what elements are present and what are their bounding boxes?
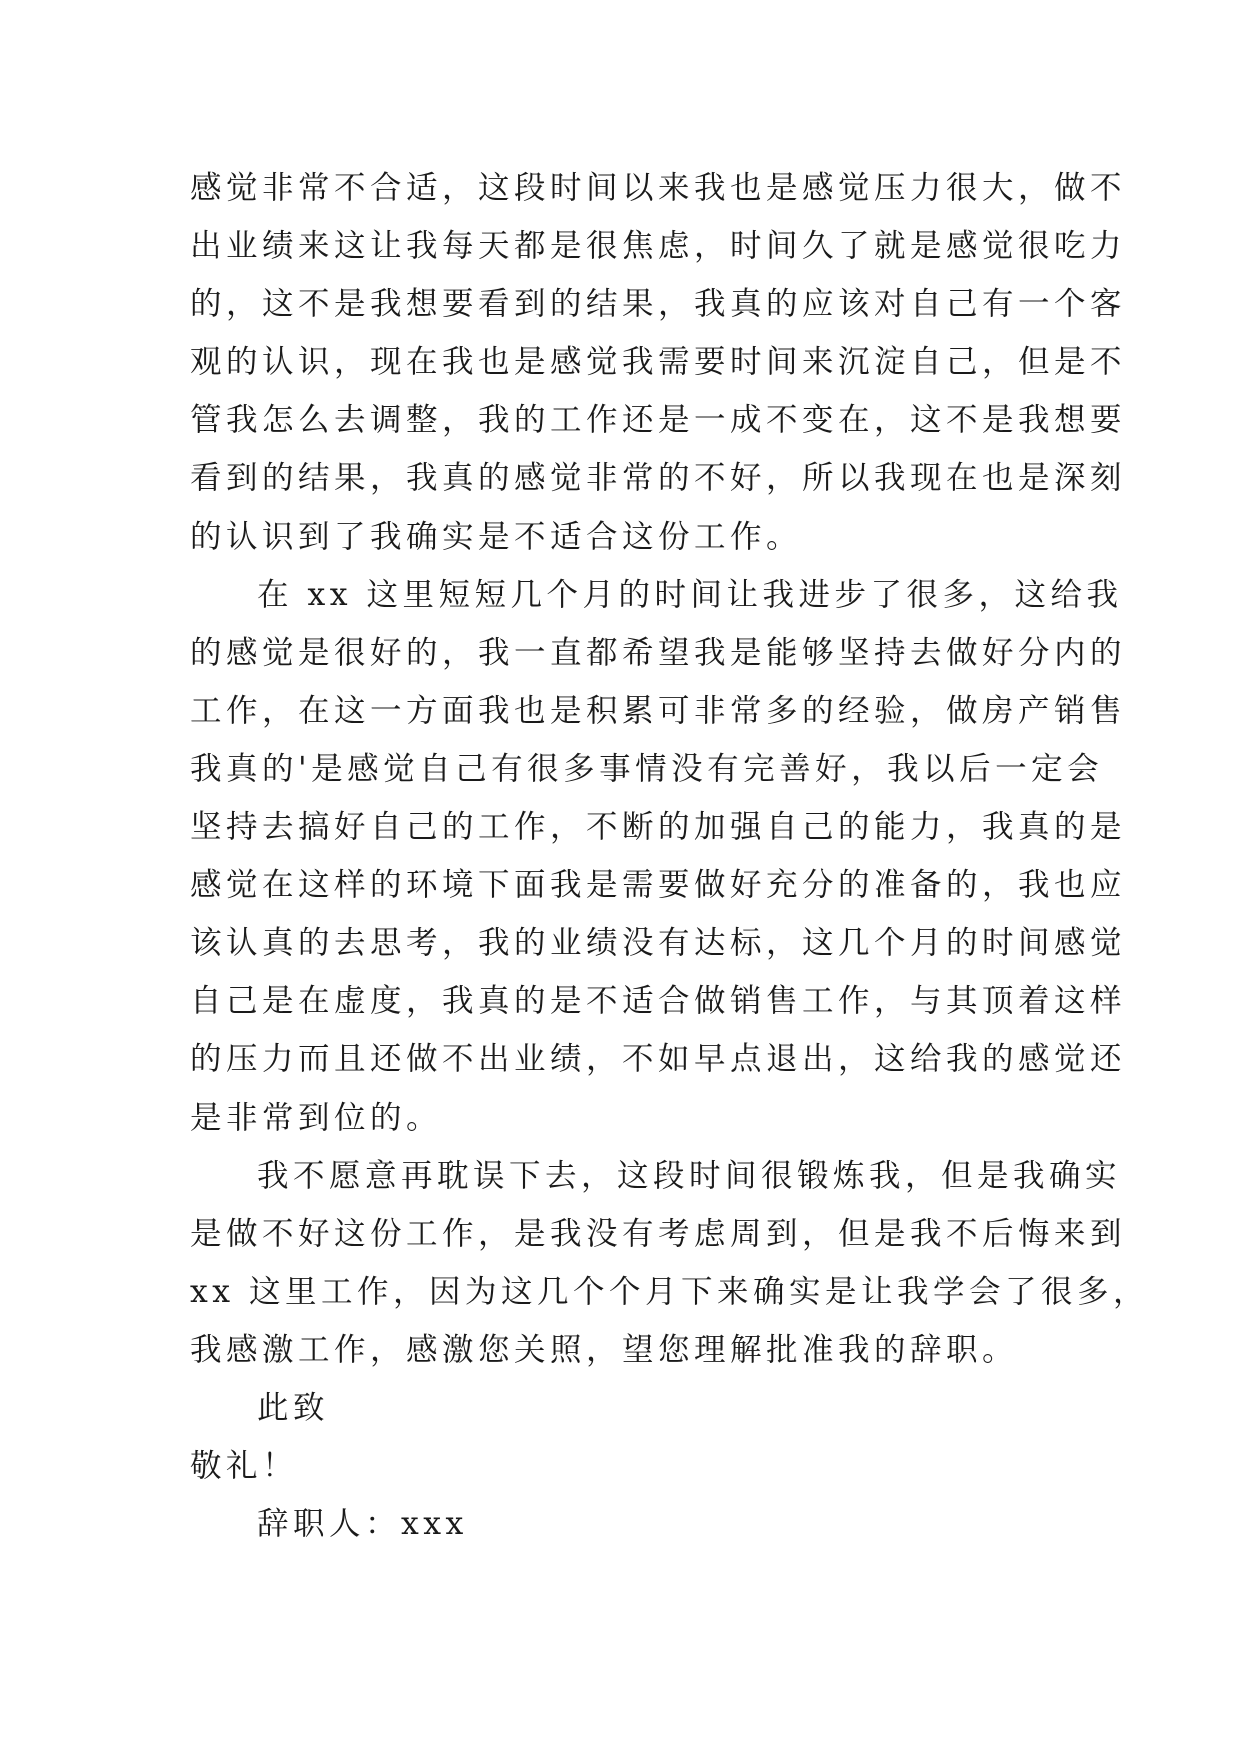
closing-salutation: 此致 <box>257 1389 330 1426</box>
text-line: 的压力而且还做不出业绩，不如早点退出，这给我的感觉还 <box>190 1041 1127 1078</box>
text-line: xx 这里工作，因为这几个个月下来确实是让我学会了很多， <box>190 1273 1150 1310</box>
paragraph-start-line: 我不愿意再耽误下去，这段时间很锻炼我，但是我确实 <box>257 1157 1122 1194</box>
text-line: 看到的结果，我真的感觉非常的不好，所以我现在也是深刻 <box>190 460 1127 497</box>
text-line: 出业绩来这让我每天都是很焦虑，时间久了就是感觉很吃力 <box>190 228 1127 265</box>
text-line: 我感激工作，感激您关照，望您理解批准我的辞职。 <box>190 1331 1019 1368</box>
text-line: 是非常到位的。 <box>190 1099 443 1136</box>
closing-regards: 敬礼！ <box>190 1448 299 1485</box>
letter-body <box>190 159 1150 1553</box>
text-line: 观的认识，现在我也是感觉我需要时间来沉淀自己，但是不 <box>190 344 1127 381</box>
text-line: 工作，在这一方面我也是积累可非常多的经验，做房产销售 <box>190 692 1127 729</box>
text-line: 该认真的去思考，我的业绩没有达标，这几个月的时间感觉 <box>190 925 1127 962</box>
text-line: 管我怎么去调整，我的工作还是一成不变在，这不是我想要 <box>190 402 1127 439</box>
text-line: 我真的'是感觉自己有很多事情没有完善好，我以后一定会 <box>190 750 1104 787</box>
text-line: 的，这不是我想要看到的结果，我真的应该对自己有一个客 <box>190 286 1127 323</box>
text-line: 坚持去搞好自己的工作，不断的加强自己的能力，我真的是 <box>190 809 1127 846</box>
text-line: 自己是在虚度，我真的是不适合做销售工作，与其顶着这样 <box>190 983 1127 1020</box>
text-line: 的感觉是很好的，我一直都希望我是能够坚持去做好分内的 <box>190 634 1127 671</box>
signature-line: 辞职人：xxx <box>257 1506 468 1543</box>
paragraph-start-line: 在 xx 这里短短几个月的时间让我进步了很多，这给我 <box>257 576 1123 613</box>
text-line: 感觉在这样的环境下面我是需要做好充分的准备的，我也应 <box>190 867 1127 904</box>
text-line: 的认识到了我确实是不适合这份工作。 <box>190 518 803 555</box>
text-line: 是做不好这份工作，是我没有考虑周到，但是我不后悔来到 <box>190 1215 1127 1252</box>
text-line: 感觉非常不合适，这段时间以来我也是感觉压力很大，做不 <box>190 170 1127 206</box>
